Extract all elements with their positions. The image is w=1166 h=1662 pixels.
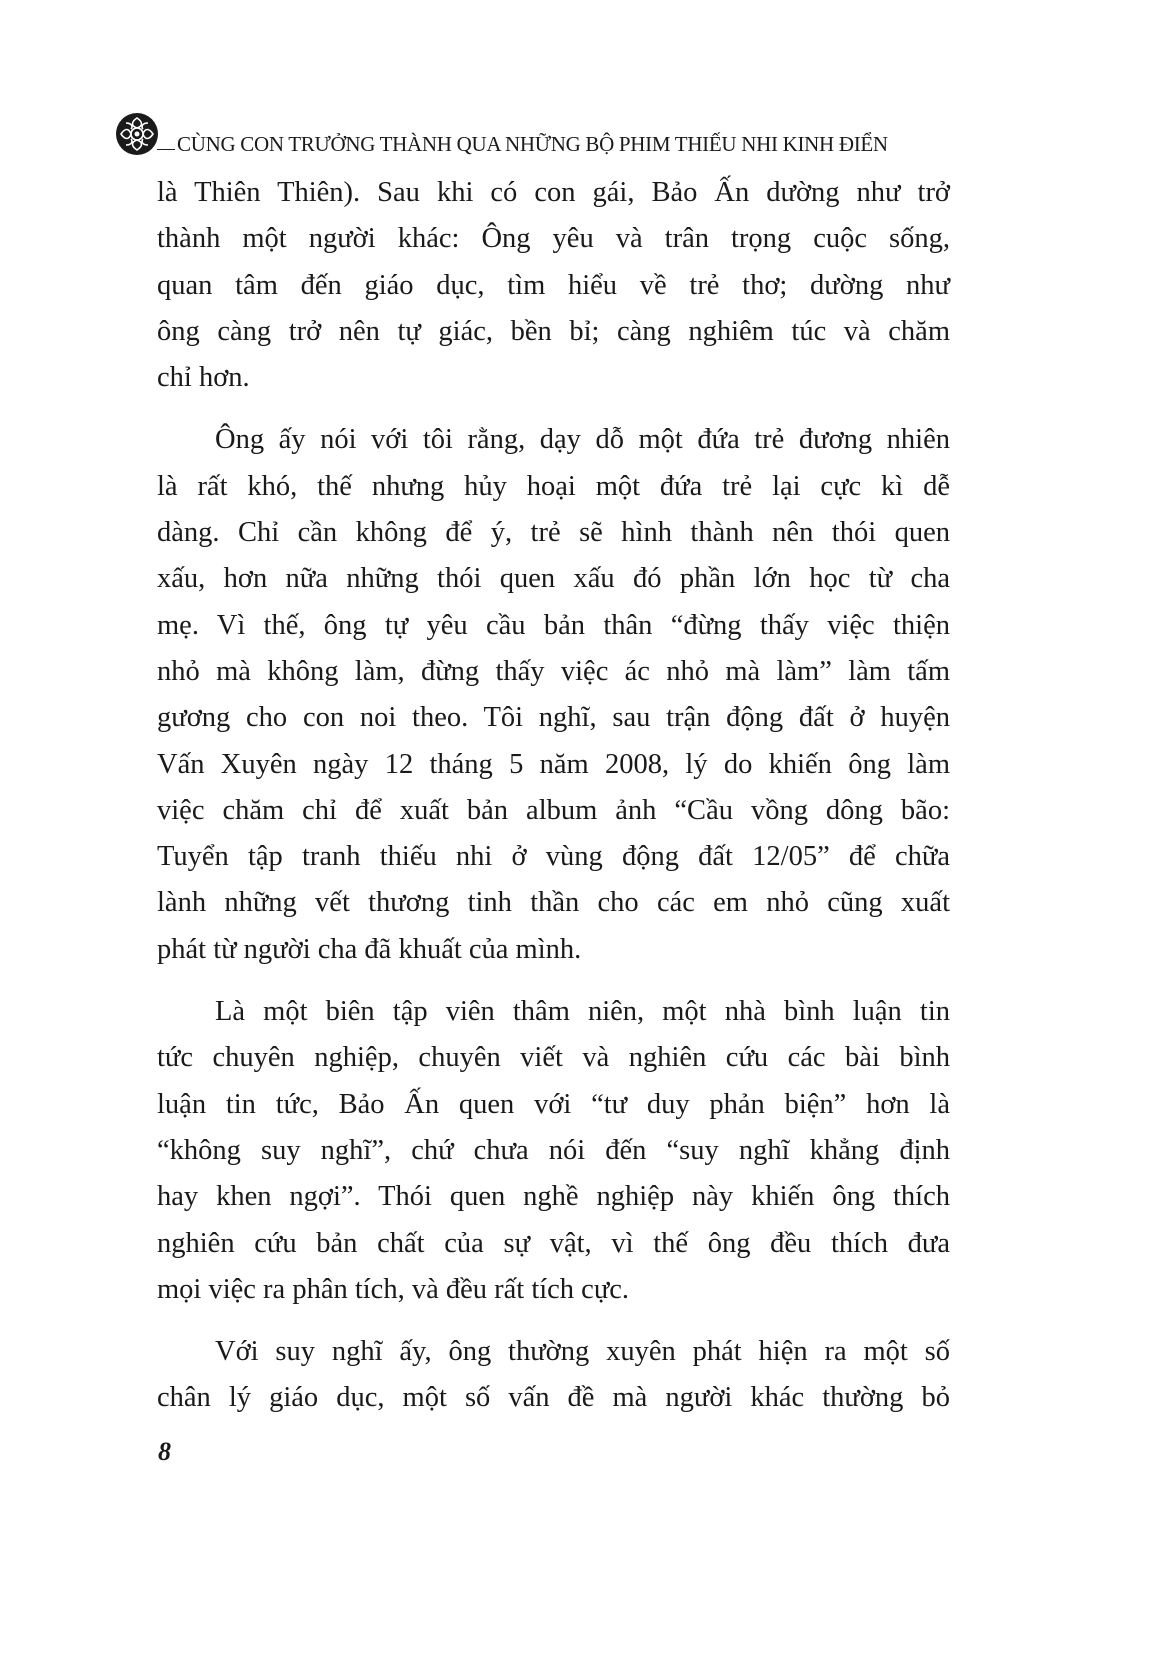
text-line: Với suy nghĩ ấy, ông thường xuyên phát hiện ra một số [215,1336,950,1368]
paragraph [157,170,950,401]
text-line: Là một biên tập viên thâm niên, một nhà bình luận tin [215,996,950,1028]
running-title: CÙNG CON TRƯỞNG THÀNH QUA NHỮNG BỘ PHIM THIẾU NHI KINH ĐIỂN [177,132,888,156]
text-line: mẹ. Vì thế, ông tự yêu cầu bản thân “đừng thấy việc thiện [157,609,950,641]
text-line: tức chuyên nghiệp, chuyên viết và nghiên cứu các bài bình [157,1042,950,1074]
text-line: lành những vết thương tinh thần cho các em nhỏ cũng xuất [157,887,950,919]
body-text [157,170,950,1438]
flower-emblem-icon [115,112,159,156]
text-line: dàng. Chỉ cần không để ý, trẻ sẽ hình thành nên thói quen [157,517,950,549]
paragraph [157,989,950,1313]
text-line: Tuyển tập tranh thiếu nhi ở vùng động đất 12/05” để chữa [157,841,950,873]
text-line: Ông ấy nói với tôi rằng, dạy dỗ một đứa trẻ đương nhiên [215,424,950,456]
text-line: xấu, hơn nữa những thói quen xấu đó phần lớn học từ cha [157,563,950,595]
text-line: “không suy nghĩ”, chứ chưa nói đến “suy nghĩ khẳng định [157,1134,950,1166]
header-rule [157,149,175,150]
text-line: luận tin tức, Bảo Ấn quen với “tư duy phản biện” hơn là [157,1088,950,1120]
text-line: thành một người khác: Ông yêu và trân trọng cuộc sống, [157,223,950,255]
text-line: ông càng trở nên tự giác, bền bỉ; càng nghiêm túc và chăm [157,315,950,347]
paragraph [157,417,950,973]
text-line: quan tâm đến giáo dục, tìm hiểu về trẻ thơ; dường như [157,269,950,301]
text-line: chỉ hơn. [157,362,250,394]
text-line: nhỏ mà không làm, đừng thấy việc ác nhỏ mà làm” làm tấm [157,655,950,687]
page-number: 8 [158,1437,171,1466]
text-line: là Thiên Thiên). Sau khi có con gái, Bảo Ấn dường như trở [157,177,950,208]
text-line: gương cho con noi theo. Tôi nghĩ, sau trận động đất ở huyện [157,702,950,734]
text-line: việc chăm chỉ để xuất bản album ảnh “Cầu vồng dông bão: [157,794,950,826]
paragraph [157,1329,950,1422]
text-line: hay khen ngợi”. Thói quen nghề nghiệp này khiến ông thích [157,1181,950,1213]
text-line: Vấn Xuyên ngày 12 tháng 5 năm 2008, lý do khiến ông làm [157,748,950,780]
text-line: mọi việc ra phân tích, và đều rất tích cực. [157,1273,630,1305]
text-line: là rất khó, thế nhưng hủy hoại một đứa trẻ lại cực kì dễ [157,470,950,502]
text-line: nghiên cứu bản chất của sự vật, vì thế ông đều thích đưa [157,1227,950,1259]
text-line: chân lý giáo dục, một số vấn đề mà người khác thường bỏ [157,1382,950,1414]
running-header [115,112,888,156]
text-line: phát từ người cha đã khuất của mình. [157,933,582,965]
